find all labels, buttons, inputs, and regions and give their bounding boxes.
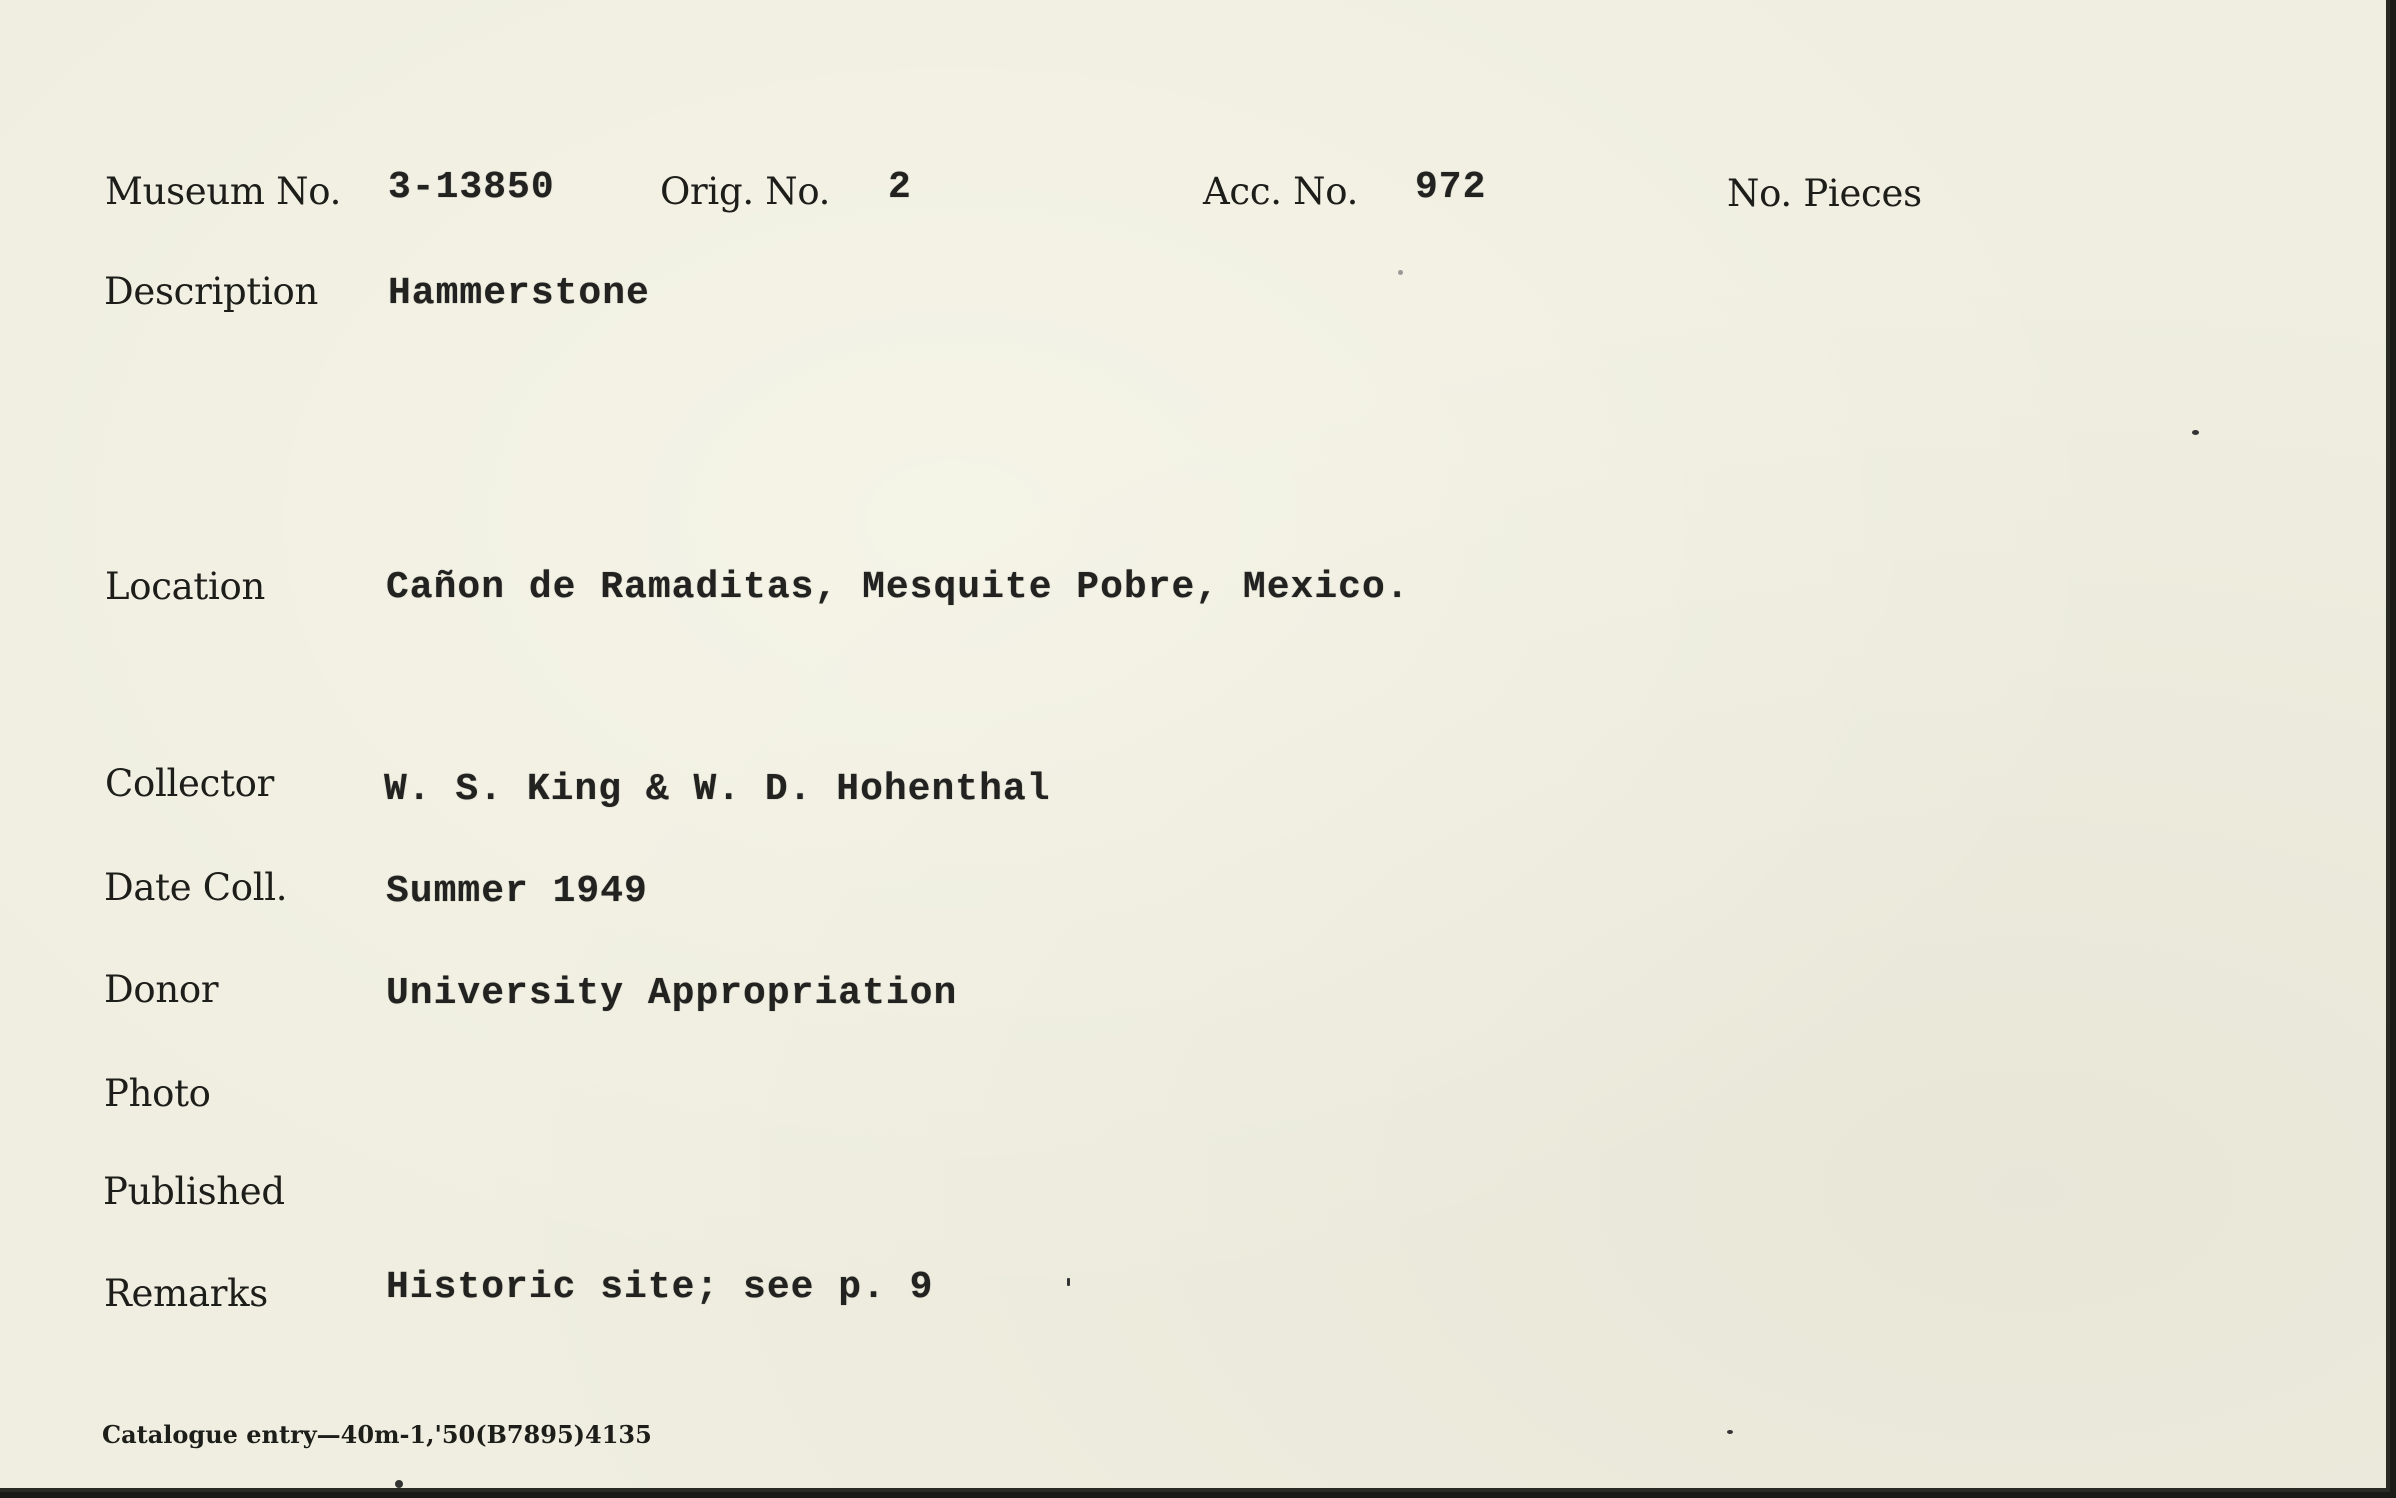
acc-no-value: 972 [1415, 166, 1487, 209]
location-value: Cañon de Ramaditas, Mesquite Pobre, Mexico. [386, 566, 1410, 609]
ink-speck [2192, 430, 2199, 435]
description-value: Hammerstone [388, 272, 650, 315]
remarks-value: Historic site; see p. 9 [386, 1266, 934, 1309]
ink-speck [1067, 1278, 1070, 1286]
ink-speck [1398, 270, 1403, 275]
published-label: Published [103, 1170, 285, 1213]
no-pieces-label: No. Pieces [1727, 172, 1922, 215]
ink-speck [1727, 1430, 1733, 1434]
description-label: Description [104, 270, 318, 313]
acc-no-label: Acc. No. [1203, 170, 1359, 213]
ink-speck [395, 1480, 403, 1488]
location-label: Location [105, 565, 266, 608]
museum-no-label: Museum No. [105, 170, 342, 213]
collector-value: W. S. King & W. D. Hohenthal [384, 768, 1051, 811]
date-coll-value: Summer 1949 [386, 870, 648, 913]
photo-label: Photo [104, 1072, 211, 1115]
remarks-label: Remarks [104, 1272, 268, 1315]
date-coll-label: Date Coll. [104, 866, 288, 909]
orig-no-label: Orig. No. [660, 170, 831, 213]
orig-no-value: 2 [888, 166, 912, 209]
museum-no-value: 3-13850 [388, 166, 555, 209]
catalogue-footer: Catalogue entry—40m-1,'50(B7895)4135 [102, 1420, 652, 1449]
collector-label: Collector [105, 762, 275, 805]
donor-value: University Appropriation [386, 972, 958, 1015]
donor-label: Donor [104, 968, 219, 1011]
